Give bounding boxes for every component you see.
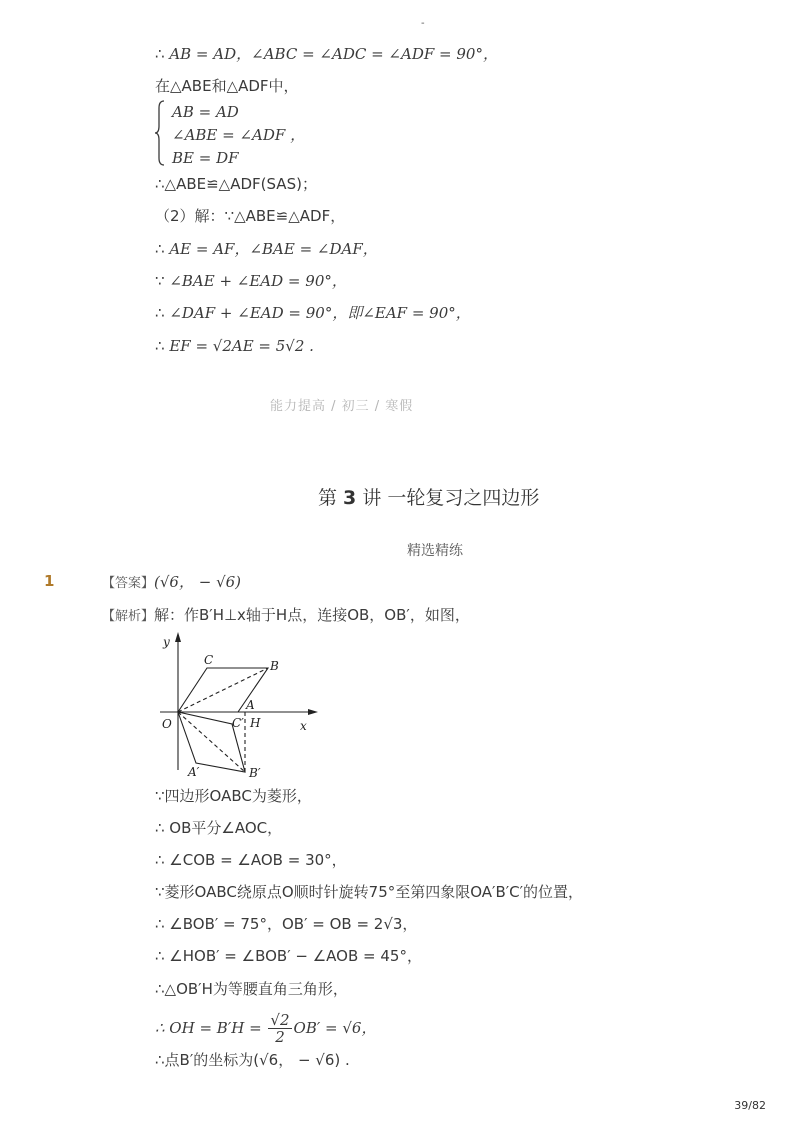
label-c: C bbox=[204, 653, 214, 667]
x-axis-arrow bbox=[308, 709, 318, 715]
analysis-line bbox=[102, 605, 470, 627]
step-7: ∴△OB′H为等腰直角三角形， bbox=[155, 980, 348, 998]
answer-line bbox=[102, 572, 241, 594]
section-title: 精选精练 bbox=[407, 543, 463, 559]
proof-line-7: ∴ ∠DAF + ∠EAD = 90°，即∠EAF = 90°， bbox=[155, 304, 471, 322]
step-4: ∵菱形OABC绕原点O顺时针旋转75°至第四象限OA′B′C′的位置， bbox=[155, 883, 584, 901]
step-6: ∴ ∠HOB′ = ∠BOB′ − ∠AOB = 45°， bbox=[155, 947, 422, 965]
step-9: ∴点B′的坐标为(√6， − √6) . bbox=[155, 1051, 350, 1069]
fraction-sqrt2-over-2: $\frac{√2}{2}$ bbox=[270, 1011, 290, 1046]
label-c-prime: C′ bbox=[232, 716, 244, 730]
label-b-prime: B′ bbox=[249, 766, 261, 780]
analysis-intro: 解：作B′H⊥x轴于H点，连接OB，OB′，如图， bbox=[154, 606, 470, 624]
label-y: y bbox=[163, 635, 170, 649]
step-1: ∵四边形OABC为菱形， bbox=[155, 787, 312, 805]
label-x: x bbox=[300, 719, 307, 733]
step-8: ∴ OH = B′H = $\frac{√2}{2}$ OB′ = √6， bbox=[155, 1011, 377, 1046]
brace-row-1: AB = AD bbox=[172, 103, 239, 121]
question-number: 1 bbox=[44, 572, 55, 590]
y-axis-arrow bbox=[175, 632, 181, 642]
label-o: O bbox=[162, 717, 172, 731]
page-number: 39/82 bbox=[734, 1099, 766, 1112]
proof-line-2: 在△ABE和△ADF中， bbox=[155, 77, 299, 95]
proof-line-1: ∴ AB = AD，∠ABC = ∠ADC = ∠ADF = 90°， bbox=[155, 45, 498, 63]
label-a-prime: A′ bbox=[188, 765, 200, 779]
left-brace bbox=[155, 100, 165, 166]
brace-row-3: BE = DF bbox=[172, 149, 239, 167]
proof-line-3: ∴△ABE≌△ADF(SAS)； bbox=[155, 175, 317, 193]
step-5: ∴ ∠BOB′ = 75°，OB′ = OB = 2√3， bbox=[155, 915, 418, 933]
label-a: A bbox=[246, 698, 255, 712]
answer-value: (√6， − √6) bbox=[154, 573, 242, 591]
proof-line-6: ∵ ∠BAE + ∠EAD = 90°， bbox=[155, 272, 347, 290]
answer-tag: 【答案】 bbox=[102, 576, 155, 591]
label-b: B bbox=[270, 659, 279, 673]
analysis-tag: 【解析】 bbox=[102, 609, 155, 624]
brace-row-2: ∠ABE = ∠ADF ， bbox=[172, 126, 306, 144]
rhombus-figure bbox=[150, 630, 330, 780]
proof-line-5: ∴ AE = AF，∠BAE = ∠DAF， bbox=[155, 240, 378, 258]
step-2: ∴ OB平分∠AOC， bbox=[155, 819, 283, 837]
step-3: ∴ ∠COB = ∠AOB = 30°， bbox=[155, 851, 347, 869]
label-h: H bbox=[250, 716, 261, 730]
top-mark: - bbox=[421, 18, 425, 29]
proof-line-8: ∴ EF = √2AE = 5√2 . bbox=[155, 337, 314, 355]
proof-line-4: （2）解：∵△ABE≌△ADF， bbox=[155, 207, 346, 225]
page-header: 能力提高 / 初三 / 寒假 bbox=[270, 399, 414, 414]
lecture-title: 第 3 讲 一轮复习之四边形 bbox=[318, 487, 540, 509]
